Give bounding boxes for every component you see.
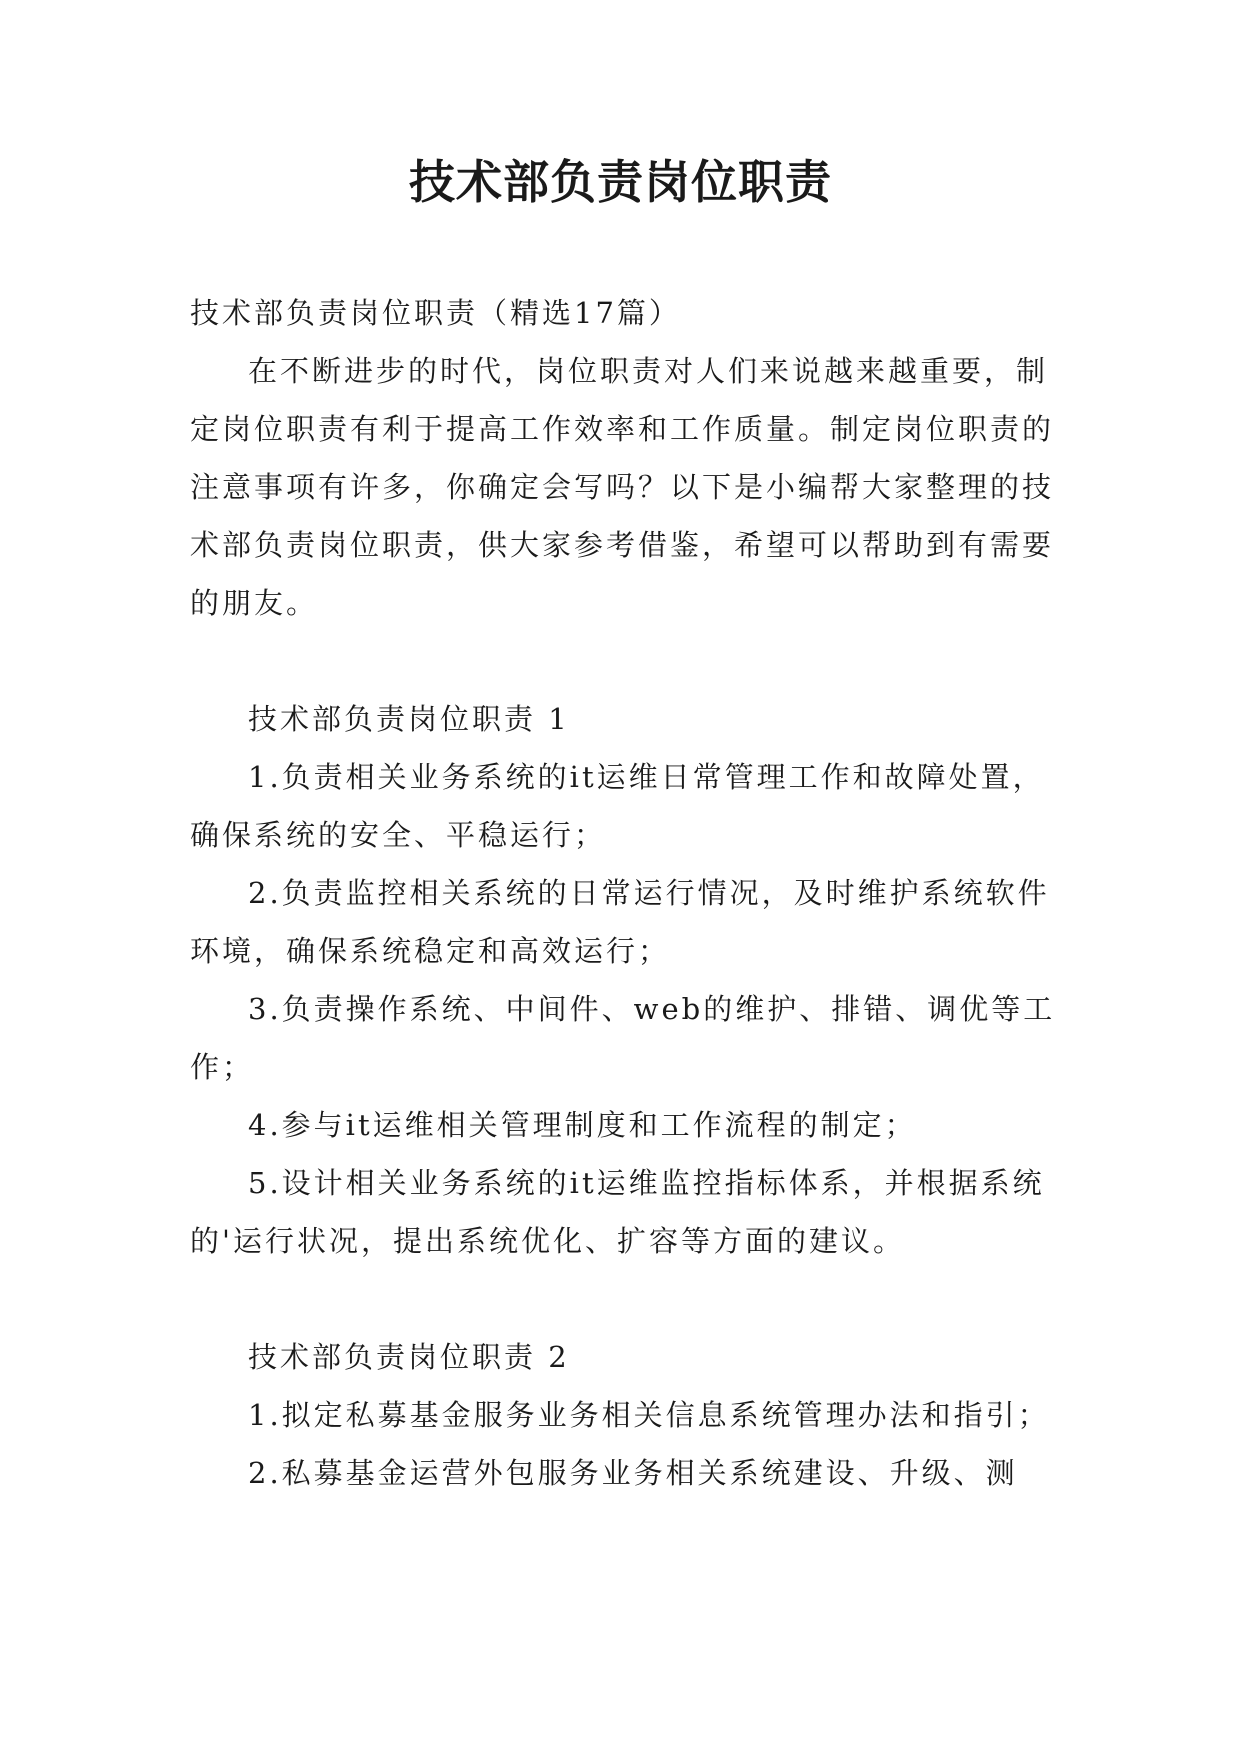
section-spacer [190,632,1060,690]
document-body [190,284,1060,1502]
section-spacer [190,1270,1060,1328]
list-item: 5.设计相关业务系统的it运维监控指标体系，并根据系统的'运行状况，提出系统优化、扩容等方面的建议。 [190,1166,1045,1258]
section-heading: 技术部负责岗位职责 2 [248,1340,570,1374]
section-1 [190,690,1060,1270]
document-title: 技术部负责岗位职责 [409,155,832,209]
list-item: 2.负责监控相关系统的日常运行情况，及时维护系统软件环境，确保系统稳定和高效运行； [190,876,1050,968]
list-item: 4.参与it运维相关管理制度和工作流程的制定； [248,1108,917,1142]
intro-paragraph: 在不断进步的时代，岗位职责对人们来说越来越重要，制定岗位职责有利于提高工作效率和工作质量。制定岗位职责的注意事项有许多，你确定会写吗？以下是小编帮大家整理的技术部负责岗位职责，供大家参考借鉴，希望可以帮助到有需要的朋友。 [190,354,1055,620]
list-item: 3.负责操作系统、中间件、web的维护、排错、调优等工作； [190,992,1056,1084]
list-item: 1.负责相关业务系统的it运维日常管理工作和故障处置，确保系统的安全、平稳运行； [190,760,1045,852]
list-item: 2.私募基金运营外包服务业务相关系统建设、升级、测 [248,1456,1018,1490]
document-subtitle: 技术部负责岗位职责（精选17篇） [190,296,681,330]
section-heading: 技术部负责岗位职责 1 [248,702,570,736]
section-2 [190,1328,1060,1502]
list-item: 1.拟定私募基金服务业务相关信息系统管理办法和指引； [248,1398,1050,1432]
